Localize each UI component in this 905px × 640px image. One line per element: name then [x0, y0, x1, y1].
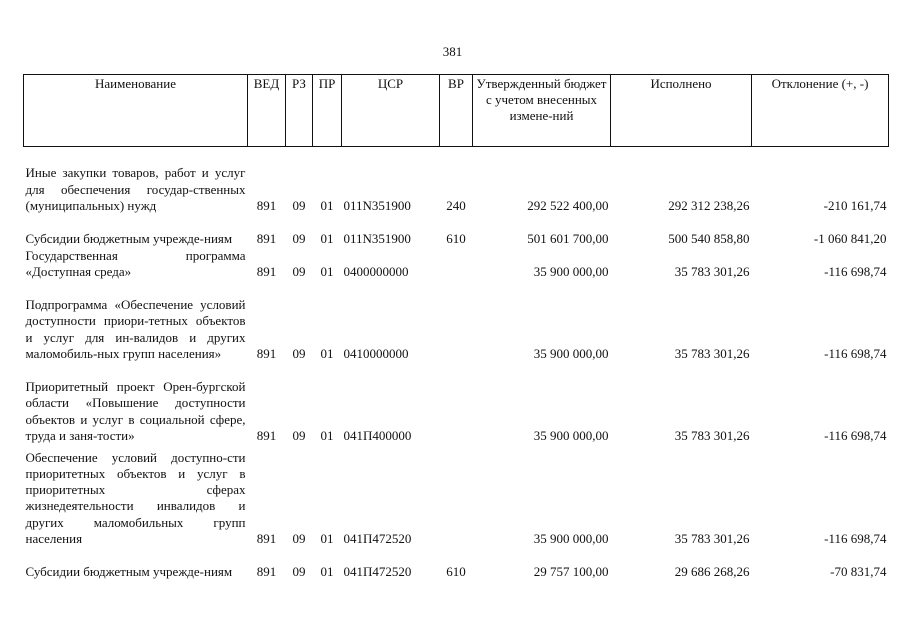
row-vr — [440, 444, 473, 547]
row-rz: 09 — [292, 345, 306, 361]
row-rz: 09 — [292, 263, 306, 279]
header-vr: ВР — [440, 75, 473, 147]
row-pr: 01 — [320, 530, 334, 546]
budget-table — [23, 74, 889, 580]
row-pr: 01 — [320, 197, 334, 213]
row-ved: 891 — [256, 530, 277, 546]
page-number: 381 — [442, 44, 463, 59]
row-vr: 610 — [446, 563, 466, 579]
table-row — [24, 280, 889, 362]
table-row — [24, 362, 889, 444]
row-vr — [440, 280, 473, 362]
row-name: Иные закупки товаров, работ и услуг для обеспечения государ-ственных (муниципальных) нужд — [25, 165, 246, 213]
row-name: Государственная программа «Доступная среда» — [25, 247, 246, 279]
row-pr: 01 — [320, 263, 334, 279]
row-vr: 610 — [446, 230, 466, 246]
header-name: Наименование — [24, 75, 248, 147]
row-rz: 09 — [292, 197, 306, 213]
row-pr: 01 — [320, 230, 334, 246]
table-row — [24, 150, 889, 214]
row-csr: 011N351900 — [343, 197, 411, 213]
row-ved: 891 — [256, 197, 277, 213]
row-pr: 01 — [320, 563, 334, 579]
table-header-row — [24, 75, 889, 147]
table-row — [24, 444, 889, 547]
row-executed: 292 312 238,26 — [668, 197, 750, 213]
header-approved: Утвержденный бюджет с учетом внесенных измене-ний — [473, 75, 611, 147]
header-deviation: Отклонение (+, -) — [752, 75, 889, 147]
row-deviation: -116 698,74 — [824, 345, 887, 361]
row-executed: 35 783 301,26 — [674, 345, 750, 361]
row-executed: 500 540 858,80 — [668, 230, 750, 246]
row-approved: 35 900 000,00 — [533, 263, 609, 279]
row-csr: 0410000000 — [343, 345, 409, 361]
row-ved: 891 — [256, 345, 277, 361]
row-executed: 35 783 301,26 — [674, 427, 750, 443]
row-name: Обеспечение условий доступно-сти приоритетных объектов и услуг в приоритетных сферах жизнедеятельности инвалидов и других маломобильных групп населения — [25, 449, 246, 546]
row-csr: 011N351900 — [343, 230, 411, 246]
row-csr: 041П472520 — [343, 530, 412, 546]
row-ved: 891 — [256, 230, 277, 246]
row-deviation: -70 831,74 — [830, 563, 887, 579]
row-executed: 29 686 268,26 — [674, 563, 750, 579]
row-pr: 01 — [320, 427, 334, 443]
row-ved: 891 — [256, 563, 277, 579]
row-approved: 35 900 000,00 — [533, 530, 609, 546]
row-deviation: -116 698,74 — [824, 427, 887, 443]
row-approved: 35 900 000,00 — [533, 427, 609, 443]
header-pr: ПР — [313, 75, 342, 147]
row-approved: 292 522 400,00 — [527, 197, 609, 213]
row-approved: 35 900 000,00 — [533, 345, 609, 361]
row-executed: 35 783 301,26 — [674, 530, 750, 546]
row-vr — [440, 247, 473, 280]
row-approved: 29 757 100,00 — [533, 563, 609, 579]
row-csr: 0400000000 — [343, 263, 409, 279]
header-executed: Исполнено — [611, 75, 752, 147]
row-pr: 01 — [320, 345, 334, 361]
row-rz: 09 — [292, 563, 306, 579]
row-rz: 09 — [292, 427, 306, 443]
row-name: Субсидии бюджетным учрежде-ниям — [25, 563, 233, 579]
header-ved: ВЕД — [248, 75, 286, 147]
row-csr: 041П400000 — [343, 427, 412, 443]
header-csr: ЦСР — [342, 75, 440, 147]
row-ved: 891 — [256, 263, 277, 279]
row-name: Приоритетный проект Орен-бургской области «Повышение доступности объектов и услуг в социальной сфере, труда и заня-тости» — [25, 379, 246, 443]
table-row — [24, 247, 889, 280]
header-rz: РЗ — [286, 75, 313, 147]
table-row — [24, 547, 889, 580]
table-row — [24, 214, 889, 247]
row-deviation: -116 698,74 — [824, 263, 887, 279]
row-vr: 240 — [446, 197, 466, 213]
row-deviation: -210 161,74 — [823, 197, 887, 213]
row-vr — [440, 362, 473, 444]
row-name: Подпрограмма «Обеспечение условий доступности приори-тетных объектов и услуг для ин-валидов и других маломобиль-ных групп населения» — [25, 297, 246, 361]
row-rz: 09 — [292, 230, 306, 246]
row-name: Субсидии бюджетным учрежде-ниям — [25, 230, 233, 246]
row-deviation: -116 698,74 — [824, 530, 887, 546]
row-rz: 09 — [292, 530, 306, 546]
row-deviation: -1 060 841,20 — [813, 230, 887, 246]
row-csr: 041П472520 — [343, 563, 412, 579]
row-ved: 891 — [256, 427, 277, 443]
row-approved: 501 601 700,00 — [527, 230, 609, 246]
row-executed: 35 783 301,26 — [674, 263, 750, 279]
